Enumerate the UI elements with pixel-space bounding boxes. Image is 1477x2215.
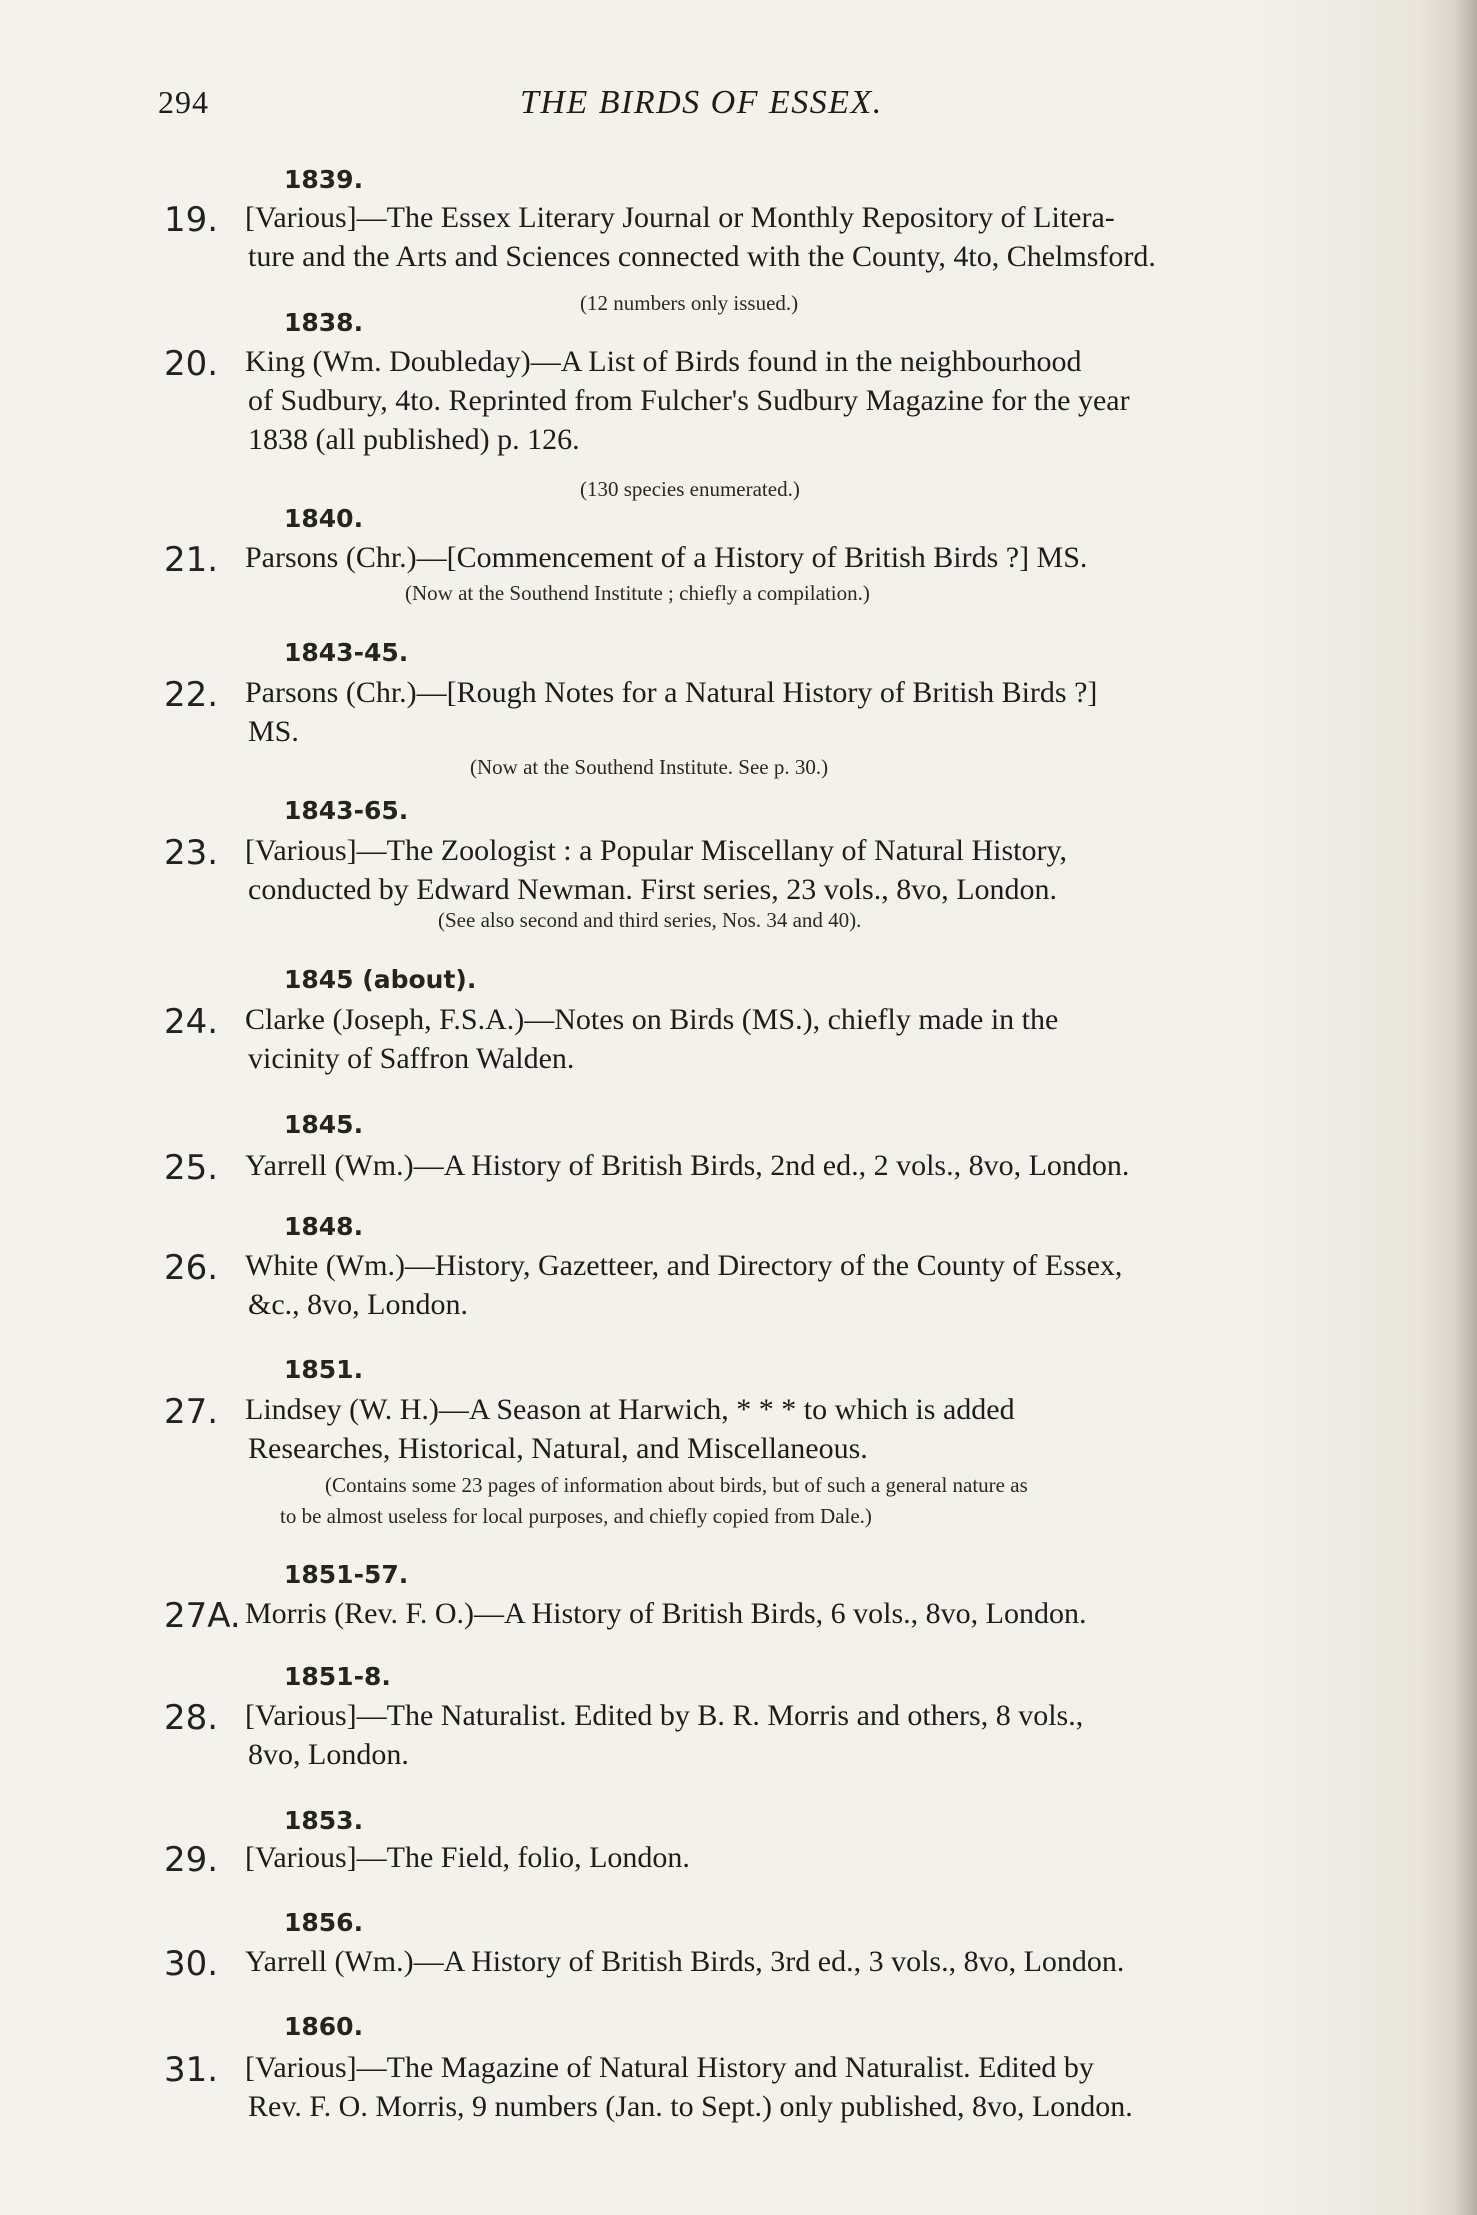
citation-line: [Various]—The Field, folio, London. (245, 1841, 690, 1874)
citation-line: [Various]—The Naturalist. Edited by B. R. Morris and others, 8 vols., (245, 1699, 1084, 1732)
entry-citation (245, 342, 1315, 459)
citation-line: conducted by Edward Newman. First series, 23 vols., 8vo, London. (248, 873, 1058, 906)
entry-number: 22. (164, 675, 219, 715)
citation-line: White (Wm.)—History, Gazetteer, and Directory of the County of Essex, (245, 1249, 1123, 1282)
entry-citation (245, 1696, 1315, 1774)
citation-line: Parsons (Chr.)—[Commencement of a History of British Birds ?] MS. (245, 541, 1088, 574)
citation-line: vicinity of Saffron Walden. (248, 1042, 575, 1075)
note-line: (See also second and third series, Nos. 34 and 40). (438, 908, 862, 932)
entry-number: 19. (164, 200, 219, 240)
citation-line: Morris (Rev. F. O.)—A History of British Birds, 6 vols., 8vo, London. (245, 1597, 1087, 1630)
entry-year: 1860. (284, 2012, 364, 2041)
note-line: to be almost useless for local purposes, and chiefly copied from Dale.) (280, 1504, 872, 1528)
page-spine-shadow (1455, 0, 1477, 2215)
entry-year: 1843-65. (284, 796, 409, 825)
entry-note (405, 578, 870, 609)
citation-line: &c., 8vo, London. (248, 1288, 468, 1321)
running-title: THE BIRDS OF ESSEX. (520, 84, 883, 121)
entry-citation (245, 1838, 1315, 1877)
entry-note (280, 1470, 1028, 1532)
citation-line: [Various]—The Zoologist : a Popular Miscellany of Natural History, (245, 834, 1068, 867)
citation-line: Clarke (Joseph, F.S.A.)—Notes on Birds (MS.), chiefly made in the (245, 1003, 1059, 1036)
citation-line: Parsons (Chr.)—[Rough Notes for a Natural History of British Birds ?] (245, 676, 1098, 709)
entry-year: 1845. (284, 1110, 364, 1139)
entry-citation (245, 1000, 1315, 1078)
entry-note (470, 752, 828, 783)
entry-citation (245, 2048, 1315, 2126)
entry-number: 31. (164, 2050, 219, 2090)
entry-note (580, 474, 800, 505)
citation-line: Yarrell (Wm.)—A History of British Birds, 2nd ed., 2 vols., 8vo, London. (245, 1149, 1130, 1182)
note-line: (Contains some 23 pages of information about birds, but of such a general nature as (325, 1473, 1028, 1497)
entry-year: 1853. (284, 1806, 364, 1835)
entry-year: 1840. (284, 504, 364, 533)
entry-year: 1838. (284, 308, 364, 337)
entry-citation (245, 1246, 1315, 1324)
note-line: (Now at the Southend Institute. See p. 30.) (470, 755, 829, 779)
entry-number: 20. (164, 344, 219, 384)
entry-number: 30. (164, 1944, 219, 1984)
note-line: (12 numbers only issued.) (580, 291, 799, 315)
note-line: (Now at the Southend Institute ; chiefly a compilation.) (405, 581, 870, 605)
citation-line: Researches, Historical, Natural, and Miscellaneous. (248, 1432, 868, 1465)
entry-citation (245, 1594, 1315, 1633)
entry-citation (245, 673, 1315, 751)
citation-line: [Various]—The Essex Literary Journal or Monthly Repository of Litera- (245, 201, 1115, 234)
citation-line: Lindsey (W. H.)—A Season at Harwich, * * * to which is added (245, 1393, 1015, 1426)
entry-number: 25. (164, 1148, 219, 1188)
entry-citation (245, 831, 1315, 909)
entry-number: 24. (164, 1002, 219, 1042)
entry-number: 27. (164, 1392, 219, 1432)
entry-year: 1848. (284, 1212, 364, 1241)
page-number: 294 (158, 84, 209, 120)
entry-citation (245, 1942, 1315, 1981)
entry-citation (245, 198, 1315, 276)
entry-citation (245, 538, 1315, 577)
citation-line: ture and the Arts and Sciences connected with the County, 4to, Chelmsford. (248, 240, 1156, 273)
entry-year: 1851-8. (284, 1662, 391, 1691)
entry-year: 1839. (284, 165, 364, 194)
entry-year: 1843-45. (284, 638, 409, 667)
citation-line: of Sudbury, 4to. Reprinted from Fulcher's Sudbury Magazine for the year (248, 384, 1130, 417)
citation-line: King (Wm. Doubleday)—A List of Birds found in the neighbourhood (245, 345, 1082, 378)
entry-number: 21. (164, 540, 219, 580)
citation-line: MS. (248, 715, 299, 748)
entry-year: 1856. (284, 1908, 364, 1937)
entry-number: 27A. (164, 1596, 241, 1636)
citation-line: Rev. F. O. Morris, 9 numbers (Jan. to Sept.) only published, 8vo, London. (248, 2090, 1133, 2123)
entry-number: 26. (164, 1248, 219, 1288)
entry-number: 29. (164, 1840, 219, 1880)
entry-note (438, 905, 861, 936)
entry-year: 1851-57. (284, 1560, 409, 1589)
entry-number: 28. (164, 1698, 219, 1738)
note-line: (130 species enumerated.) (580, 477, 800, 501)
entry-year: 1845 (about). (284, 965, 477, 994)
citation-line: 8vo, London. (248, 1738, 409, 1771)
entry-citation (245, 1146, 1315, 1185)
entry-note (580, 288, 798, 319)
entry-year: 1851. (284, 1355, 364, 1384)
citation-line: [Various]—The Magazine of Natural History and Naturalist. Edited by (245, 2051, 1094, 2084)
entry-number: 23. (164, 833, 219, 873)
citation-line: Yarrell (Wm.)—A History of British Birds, 3rd ed., 3 vols., 8vo, London. (245, 1945, 1125, 1978)
entry-citation (245, 1390, 1315, 1468)
page-header (0, 84, 1477, 134)
citation-line: 1838 (all published) p. 126. (248, 423, 580, 456)
